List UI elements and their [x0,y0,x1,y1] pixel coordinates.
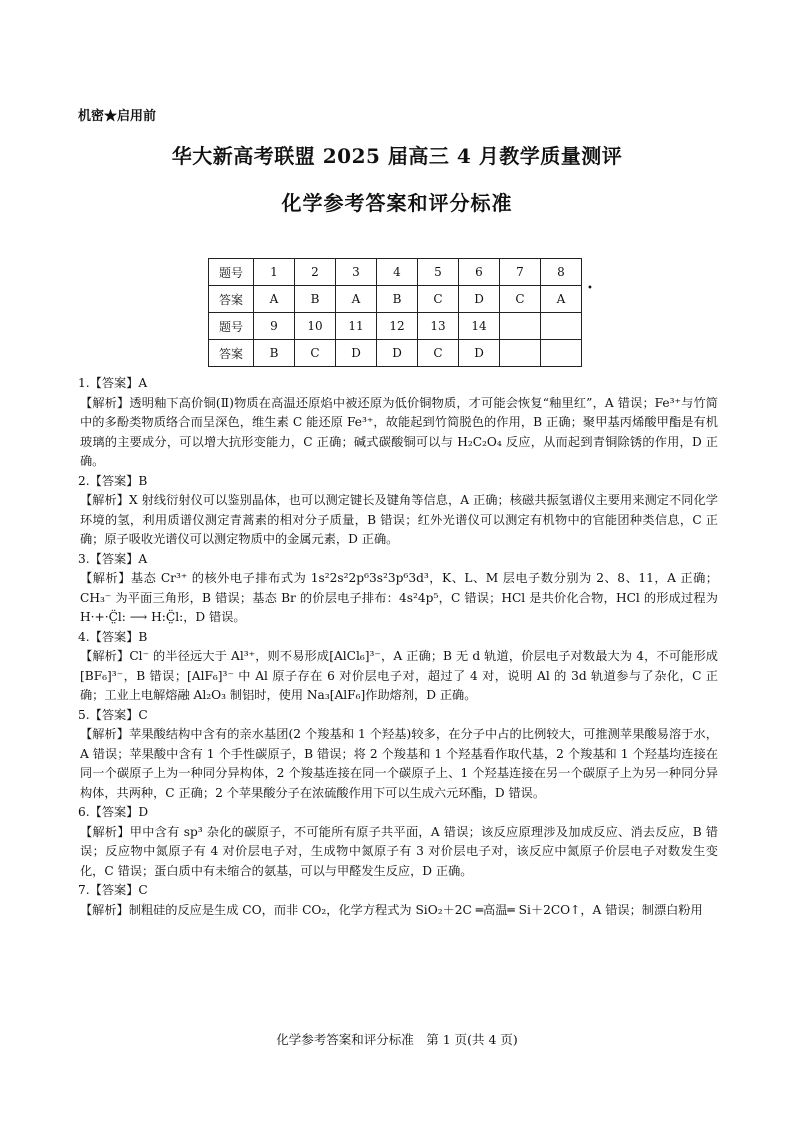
decorative-dot: • [587,283,593,294]
table-cell: 2 [295,259,336,286]
table-cell: A [336,286,377,313]
table-cell: 11 [336,313,377,340]
table-cell: B [254,340,295,367]
question-explanation: 【解析】透明釉下高价铜(Ⅱ)物质在高温还原焰中被还原为低价铜物质，才可能会恢复“釉里红”，A 错误；Fe³⁺与竹简中的多酚类物质络合而呈深色，维生素 C 能还原 Fe³⁺，故能起到竹简脱色的作用，B 正确；聚甲基丙烯酸甲酯是有机玻璃的主要成分，可以增大抗形变能力，C 正确；碱式碳酸铜可以与 H₂C₂O₄ 反应，从而起到青铜除锈的作用，D 正确。 [80,395,718,468]
table-cell: B [377,286,418,313]
row-label-question: 题号 [209,259,254,286]
question-answer-heading: 5.【答案】C [78,707,148,722]
table-cell [541,340,582,367]
table-cell [500,340,541,367]
table-cell: A [254,286,295,313]
table-row [209,340,582,367]
table-cell: 6 [459,259,500,286]
question-explanation: 【解析】甲中含有 sp³ 杂化的碳原子，不可能所有原子共平面，A 错误；该反应原理涉及加成反应、消去反应，B 错误；反应物中氮原子有 4 对价层电子对，生成物中氮原子有 3 对价层电子对，该反应中氮原子价层电子对数发生变化，C 错误；蛋白质中有未缩合的氨基，可以与甲醛发生反应，D 正确。 [80,824,718,878]
table-cell: C [418,286,459,313]
table-cell: 12 [377,313,418,340]
confidential-label: 机密★启用前 [78,109,157,124]
question-explanation: 【解析】X 射线衍射仪可以鉴别晶体，也可以测定键长及键角等信息，A 正确；核磁共振氢谱仪主要用来测定不同化学环境的氢，利用质谱仪测定青蒿素的相对分子质量，B 错误；红外光谱仪可以测定有机物中的官能团种类信息，C 正确；原子吸收光谱仪可以测定物质中的金属元素，D 正确。 [80,493,718,546]
question-block [78,550,718,628]
table-cell: C [295,340,336,367]
table-cell: C [418,340,459,367]
question-explanation: 【解析】苹果酸结构中含有的亲水基团(2 个羧基和 1 个羟基)较多，在分子中占的比例较大，可推测苹果酸易溶于水，A 错误；苹果酸中含有 1 个手性碳原子，B 错误；将 2 个羧基和 1 个羟基看作取代基，2 个羧基和 1 个羟基均连接在同一个碳原子上为一种同分异构体，2 个羧基连接在同一个碳原子上、1 个羟基连接在另一个碳原子上为另一种同分异构体，共两种，C 正确；2 个苹果酸分子在浓硫酸作用下可以生成六元环酯，D 错误。 [80,727,718,800]
table-row [209,286,582,313]
question-block [78,374,718,472]
table-cell: 4 [377,259,418,286]
table-row [209,259,582,286]
question-explanation: 【解析】Cl⁻ 的半径远大于 Al³⁺，则不易形成[AlCl₆]³⁻，A 正确；B 无 d 轨道，价层电子对数最大为 4，不可能形成[BF₆]³⁻，B 错误；[AlF₆]³⁻ 中 Al 原子存在 6 对价层电子对，超过了 4 对，说明 Al 的 3d 轨道参与了杂化，C 正确；工业上电解熔融 Al₂O₃ 制铝时，使用 Na₃[AlF₆]作助熔剂，D 正确。 [80,649,718,702]
table-cell: D [377,340,418,367]
table-cell: A [541,286,582,313]
table-row [209,313,582,340]
question-block [78,881,718,920]
question-answer-heading: 3.【答案】A [78,551,148,566]
page-footer: 化学参考答案和评分标准 第 1 页(共 4 页) [276,1032,518,1047]
question-explanation: 【解析】制粗硅的反应是生成 CO，而非 CO₂，化学方程式为 SiO₂＋2C ═高温═ Si＋2CO↑，A 错误；制漂白粉用 [80,902,703,917]
table-cell: 5 [418,259,459,286]
table-cell: 10 [295,313,336,340]
question-answer-heading: 6.【答案】D [78,805,149,819]
table-cell: 13 [418,313,459,340]
table-cell: D [336,340,377,367]
answer-explanations [78,374,718,920]
table-cell: D [459,340,500,367]
table-cell: C [500,286,541,313]
table-cell: 14 [459,313,500,340]
question-answer-heading: 2.【答案】B [78,473,148,488]
table-cell: D [459,286,500,313]
table-cell: 7 [500,259,541,286]
table-cell: 3 [336,259,377,286]
row-label-question: 题号 [209,313,254,340]
row-label-answer: 答案 [209,286,254,313]
table-cell: 1 [254,259,295,286]
question-block [78,628,718,706]
question-answer-heading: 1.【答案】A [78,376,148,390]
table-cell: 9 [254,313,295,340]
question-answer-heading: 4.【答案】B [78,629,148,644]
table-cell [541,313,582,340]
answer-table [208,258,582,367]
document-subtitle: 化学参考答案和评分标准 [281,191,513,215]
question-block [78,472,718,550]
row-label-answer: 答案 [209,340,254,367]
question-explanation: 【解析】基态 Cr³⁺ 的核外电子排布式为 1s²2s²2p⁶3s²3p⁶3d³，K、L、M 层电子数分别为 2、8、11，A 正确；CH₃⁻ 为平面三角形，B 错误；基态 Br 的价层电子排布：4s²4p⁵，C 错误；HCl 是共价化合物，HCl 的形成过程为H·+·C̤̈l: ⟶ H:C̤̈l:，D 错误。 [80,571,718,624]
question-block [78,803,718,881]
table-cell [500,313,541,340]
table-cell: 8 [541,259,582,286]
table-cell: B [295,286,336,313]
exam-title: 华大新高考联盟 2025 届高三 4 月教学质量测评 [171,144,623,168]
question-block [78,706,718,804]
question-answer-heading: 7.【答案】C [78,883,148,897]
